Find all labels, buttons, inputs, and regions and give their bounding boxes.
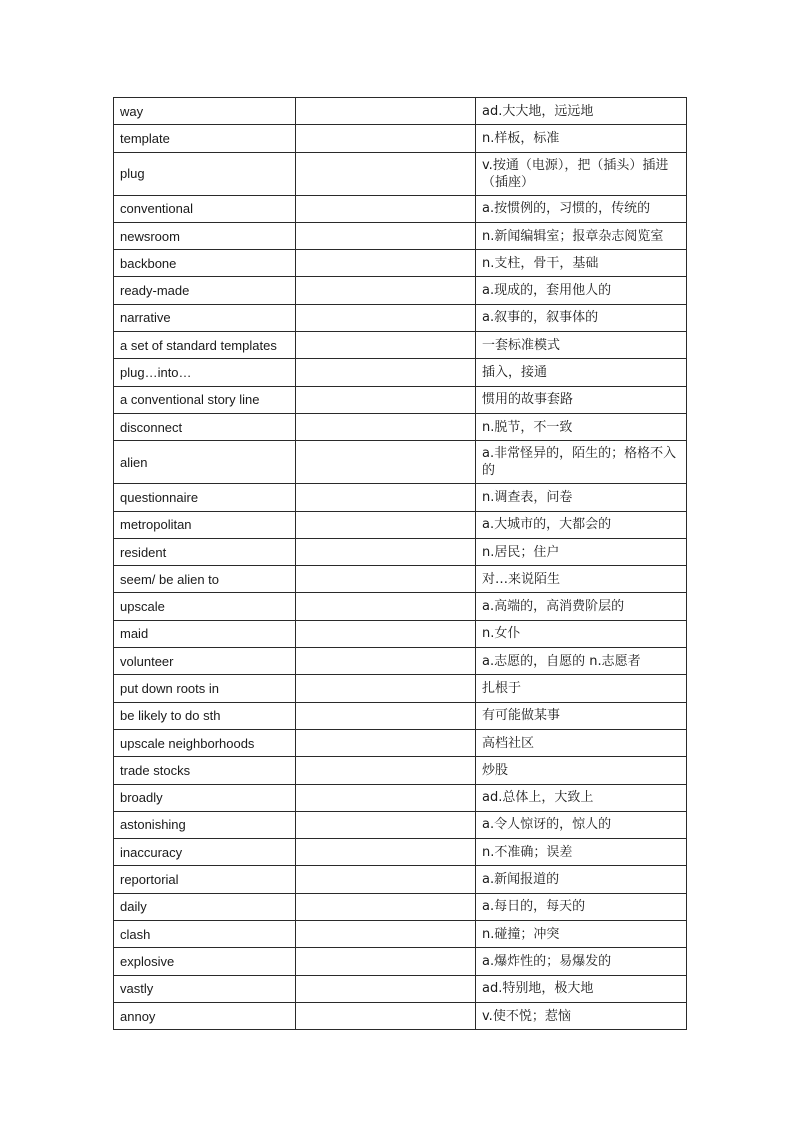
blank-cell [296,98,476,125]
meaning-cell: a.爆炸性的；易爆发的 [476,948,687,975]
meaning-cell: v.使不悦；惹恼 [476,1002,687,1029]
term-cell: upscale neighborhoods [114,729,296,756]
term-cell: inaccuracy [114,839,296,866]
table-row [114,893,687,920]
term-cell: vastly [114,975,296,1002]
table-row [114,250,687,277]
blank-cell [296,152,476,195]
blank-cell [296,441,476,484]
term-cell: resident [114,538,296,565]
vocabulary-table-body [114,98,687,1030]
table-row [114,386,687,413]
meaning-cell: a.现成的，套用他人的 [476,277,687,304]
meaning-cell: 一套标准模式 [476,332,687,359]
meaning-cell: a.高端的，高消费阶层的 [476,593,687,620]
blank-cell [296,675,476,702]
vocabulary-table [113,97,687,1030]
blank-cell [296,811,476,838]
meaning-cell: a.每日的，每天的 [476,893,687,920]
table-row [114,98,687,125]
meaning-cell: n.新闻编辑室；报章杂志阅览室 [476,222,687,249]
blank-cell [296,413,476,440]
term-cell: conventional [114,195,296,222]
table-row [114,304,687,331]
table-row [114,538,687,565]
blank-cell [296,359,476,386]
term-cell: clash [114,921,296,948]
blank-cell [296,893,476,920]
table-row [114,222,687,249]
table-row [114,413,687,440]
term-cell: volunteer [114,648,296,675]
table-row [114,484,687,511]
meaning-cell: a.叙事的，叙事体的 [476,304,687,331]
term-cell: put down roots in [114,675,296,702]
term-cell: explosive [114,948,296,975]
blank-cell [296,866,476,893]
term-cell: disconnect [114,413,296,440]
term-cell: backbone [114,250,296,277]
blank-cell [296,566,476,593]
meaning-cell: n.支柱，骨干，基础 [476,250,687,277]
term-cell: a set of standard templates [114,332,296,359]
meaning-cell: a.按惯例的，习惯的，传统的 [476,195,687,222]
blank-cell [296,332,476,359]
term-cell: daily [114,893,296,920]
table-row [114,277,687,304]
term-cell: newsroom [114,222,296,249]
meaning-cell: n.脱节，不一致 [476,413,687,440]
term-cell: plug [114,152,296,195]
term-cell: maid [114,620,296,647]
meaning-cell: 炒股 [476,757,687,784]
meaning-cell: 对…来说陌生 [476,566,687,593]
term-cell: questionnaire [114,484,296,511]
table-row [114,866,687,893]
blank-cell [296,304,476,331]
table-row [114,332,687,359]
blank-cell [296,222,476,249]
blank-cell [296,784,476,811]
meaning-cell: n.女仆 [476,620,687,647]
meaning-cell: n.不准确；误差 [476,839,687,866]
table-row [114,511,687,538]
term-cell: be likely to do sth [114,702,296,729]
blank-cell [296,921,476,948]
blank-cell [296,839,476,866]
meaning-cell: 高档社区 [476,729,687,756]
blank-cell [296,511,476,538]
blank-cell [296,975,476,1002]
term-cell: a conventional story line [114,386,296,413]
table-row [114,566,687,593]
blank-cell [296,484,476,511]
meaning-cell: a.令人惊讶的，惊人的 [476,811,687,838]
blank-cell [296,125,476,152]
blank-cell [296,277,476,304]
meaning-cell: v.按通（电源），把（插头）插进（插座） [476,152,687,195]
meaning-cell: ad.大大地，远远地 [476,98,687,125]
meaning-cell: a.大城市的，大都会的 [476,511,687,538]
meaning-cell: ad.总体上，大致上 [476,784,687,811]
table-row [114,1002,687,1029]
table-row [114,125,687,152]
table-row [114,948,687,975]
term-cell: annoy [114,1002,296,1029]
term-cell: plug…into… [114,359,296,386]
table-row [114,702,687,729]
table-row [114,648,687,675]
term-cell: ready-made [114,277,296,304]
term-cell: metropolitan [114,511,296,538]
term-cell: way [114,98,296,125]
term-cell: broadly [114,784,296,811]
table-row [114,359,687,386]
table-row [114,729,687,756]
term-cell: alien [114,441,296,484]
blank-cell [296,620,476,647]
table-row [114,811,687,838]
blank-cell [296,729,476,756]
table-row [114,152,687,195]
blank-cell [296,702,476,729]
blank-cell [296,538,476,565]
blank-cell [296,195,476,222]
meaning-cell: n.居民；住户 [476,538,687,565]
blank-cell [296,1002,476,1029]
blank-cell [296,948,476,975]
table-row [114,757,687,784]
meaning-cell: a.非常怪异的，陌生的；格格不入的 [476,441,687,484]
term-cell: template [114,125,296,152]
meaning-cell: 惯用的故事套路 [476,386,687,413]
table-row [114,675,687,702]
meaning-cell: 有可能做某事 [476,702,687,729]
blank-cell [296,250,476,277]
meaning-cell: 扎根于 [476,675,687,702]
blank-cell [296,593,476,620]
table-row [114,195,687,222]
term-cell: astonishing [114,811,296,838]
meaning-cell: ad.特别地，极大地 [476,975,687,1002]
term-cell: seem/ be alien to [114,566,296,593]
meaning-cell: a.志愿的，自愿的 n.志愿者 [476,648,687,675]
table-row [114,839,687,866]
table-row [114,784,687,811]
table-row [114,921,687,948]
meaning-cell: n.调查表，问卷 [476,484,687,511]
term-cell: upscale [114,593,296,620]
meaning-cell: n.碰撞；冲突 [476,921,687,948]
table-row [114,593,687,620]
meaning-cell: n.样板，标准 [476,125,687,152]
blank-cell [296,757,476,784]
table-row [114,975,687,1002]
meaning-cell: a.新闻报道的 [476,866,687,893]
term-cell: narrative [114,304,296,331]
blank-cell [296,648,476,675]
blank-cell [296,386,476,413]
table-row [114,620,687,647]
term-cell: trade stocks [114,757,296,784]
table-row [114,441,687,484]
term-cell: reportorial [114,866,296,893]
meaning-cell: 插入，接通 [476,359,687,386]
